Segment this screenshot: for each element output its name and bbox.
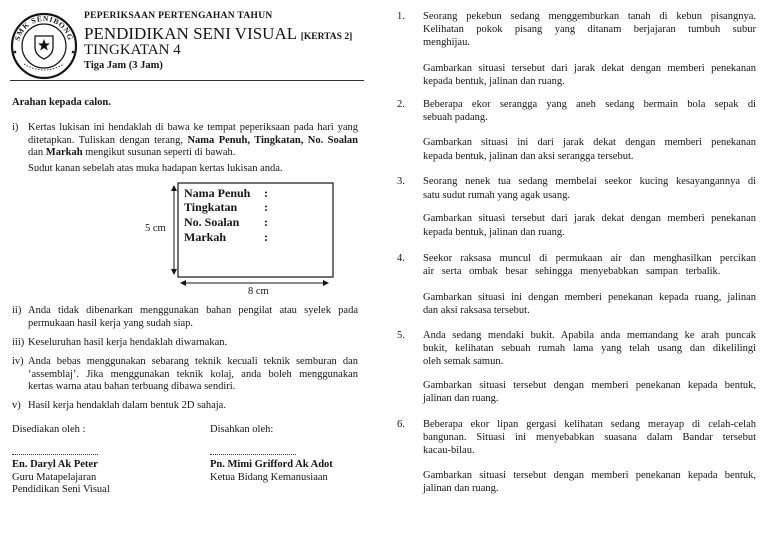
- label-field-separator: :: [264, 186, 268, 200]
- seal-star-icon: [38, 39, 50, 51]
- instruction-text: ditetapkan. Tuliskan dengan terang,: [28, 135, 184, 146]
- question-prompt-line: Beberapa ekor serangga yang aneh sedang bermain bola sepak di: [423, 99, 756, 110]
- instruction-text: mengikut susunan seperti di bawah.: [85, 147, 236, 158]
- question-task-line: kepada bentuk, jalinan dan ruang.: [423, 227, 565, 238]
- approved-by-label: Disahkan oleh:: [210, 424, 274, 435]
- question-number: 3.: [397, 176, 405, 187]
- question-number: 2.: [397, 99, 405, 110]
- prepared-by-title: Guru Matapelajaran: [12, 472, 97, 483]
- label-field-marks: Markah: [184, 230, 226, 244]
- question-prompt-line: sebuah padang.: [423, 112, 488, 123]
- prepared-by-name: En. Daryl Ak Peter: [12, 459, 98, 470]
- prepared-by-signature-line: [12, 454, 98, 455]
- instruction-marker: iv): [12, 356, 24, 367]
- question-prompt-line: oleh semak samun.: [423, 356, 504, 367]
- label-field-separator: :: [264, 215, 268, 229]
- instruction-marker: ii): [12, 305, 22, 316]
- seal-shield-icon: [35, 36, 53, 59]
- label-field-separator: :: [264, 230, 268, 244]
- instruction-line: Hasil kerja hendaklah dalam bentuk 2D sahaja.: [28, 400, 226, 411]
- subject-title: PENDIDIKAN SENI VISUAL: [84, 24, 297, 43]
- required-field-markah: Markah: [45, 147, 83, 158]
- instruction-line: Keseluruhan hasil kerja hendaklah diwarnakan.: [28, 337, 228, 348]
- header-divider: [10, 80, 364, 81]
- approved-by-title: Ketua Bidang Kemanusiaan: [210, 472, 328, 483]
- question-number: 6.: [397, 419, 405, 430]
- instruction-line: Anda bebas menggunakan sebarang teknik kecuali teknik semburan dan: [28, 356, 358, 367]
- label-field-name: Nama Penuh: [184, 186, 251, 200]
- exam-title: PEPERIKSAAN PERTENGAHAN TAHUN: [84, 11, 273, 21]
- question-prompt-line: satu sudut rumah yang agak usang.: [423, 190, 570, 201]
- question-prompt-line: menghijau.: [423, 37, 470, 48]
- instruction-line: ‘assemblaj’. Jika menggunakan teknik kolaj, anda boleh menggunakan: [28, 369, 358, 380]
- instruction-line: kertas warna atau bahan terbuang dibawa sendiri.: [28, 381, 236, 392]
- school-seal-logo: [12, 14, 76, 78]
- instruction-text: dan: [28, 147, 44, 158]
- question-prompt-line: bukit, kelihatan sebuah rumah lama yang telah usang dan dikelilingi: [423, 343, 756, 354]
- question-prompt-line: Anda sedang mendaki bukit. Apabila anda memandang ke arah puncak: [423, 330, 756, 341]
- question-prompt-line: Kelihatan pokok pisang yang ditanam berjajaran tumbuh subur: [423, 24, 756, 35]
- label-field-form: Tingkatan: [184, 200, 238, 214]
- question-task-line: dan aksi raksasa tersebut.: [423, 305, 530, 316]
- question-prompt-line: Beberapa ekor lipan gergasi kelihatan sedang merayap di celah-celah: [423, 419, 756, 430]
- instruction-marker: i): [12, 122, 19, 133]
- question-prompt-line: Seekor raksasa muncul di permukaan air dan menghasilkan percikan: [423, 253, 756, 264]
- required-fields-text: Nama Penuh, Tingkatan, No. Soalan: [187, 135, 358, 146]
- question-prompt-line: kacau-bilau.: [423, 445, 475, 456]
- question-task-line: kepada bentuk, jalinan dan ruang.: [423, 76, 565, 87]
- question-prompt-line: air serta ombak besar sehingga menyebabkan sampan terbalik.: [423, 266, 721, 277]
- instruction-line: permukaan hasil kerja yang sudah siap.: [28, 318, 194, 329]
- instructions-heading: Arahan kepada calon.: [12, 97, 111, 108]
- question-prompt-line: Seorang nenek tua sedang membelai seekor kucing kesayangannya di: [423, 176, 756, 187]
- instruction-line: Anda tidak dibenarkan menggunakan bahan pengilat atau syelek pada: [28, 305, 358, 316]
- instruction-note: Sudut kanan sebelah atas muka hadapan kertas lukisan anda.: [28, 163, 283, 174]
- instruction-line: Kertas lukisan ini hendaklah di bawa ke tempat peperiksaan pada hari yang: [28, 122, 358, 133]
- question-task-line: Gambarkan situasi ini dengan memberi penekanan kepada ruang, jalinan: [423, 292, 756, 303]
- question-task-line: jalinan dan ruang.: [423, 483, 499, 494]
- svg-text:SMK SENIBONG: [13, 14, 76, 42]
- question-number: 4.: [397, 253, 405, 264]
- question-task-line: Gambarkan situasi tersebut dari jarak dekat dengan memberi penekanan: [423, 63, 756, 74]
- form-level: TINGKATAN 4: [84, 42, 181, 58]
- question-number: 5.: [397, 330, 405, 341]
- question-task-line: kepada bentuk, jalinan dan aksi serangga tersebut.: [423, 151, 634, 162]
- width-dimension-label: 8 cm: [248, 286, 269, 297]
- height-dimension-label: 5 cm: [145, 223, 166, 234]
- exam-duration: Tiga Jam (3 Jam): [84, 60, 163, 71]
- label-field-separator: :: [264, 200, 268, 214]
- question-task-line: Gambarkan situasi ini dari jarak dekat dengan memberi penekanan: [423, 137, 756, 148]
- question-number: 1.: [397, 11, 405, 22]
- question-task-line: jalinan dan ruang.: [423, 393, 499, 404]
- seal-lettering: SMK SENIBONG: [12, 13, 76, 42]
- instruction-marker: iii): [12, 337, 25, 348]
- prepared-by-title: Pendidikan Seni Visual: [12, 484, 110, 495]
- instruction-line: [28, 146, 235, 159]
- approved-by-signature-line: [210, 454, 296, 455]
- instruction-marker: v): [12, 400, 21, 411]
- question-task-line: Gambarkan situasi tersebut dengan memberi penekanan kepada bentuk,: [423, 470, 756, 481]
- question-task-line: Gambarkan situasi tersebut dengan memberi penekanan kepada bentuk,: [423, 380, 756, 391]
- question-prompt-line: Seorang pekebun sedang menggemburkan tanah di kebun pisangnya.: [423, 11, 756, 22]
- question-prompt-line: bangunan. Situasi ini menyebabkan suasana dalam Bandar tersebut: [423, 432, 756, 443]
- label-field-question-no: No. Soalan: [184, 215, 240, 229]
- approved-by-name: Pn. Mimi Grifford Ak Adot: [210, 459, 333, 470]
- question-task-line: Gambarkan situasi tersebut dari jarak dekat dengan memberi penekanan: [423, 213, 756, 224]
- prepared-by-label: Disediakan oleh :: [12, 424, 86, 435]
- paper-label: [KERTAS 2]: [300, 32, 353, 42]
